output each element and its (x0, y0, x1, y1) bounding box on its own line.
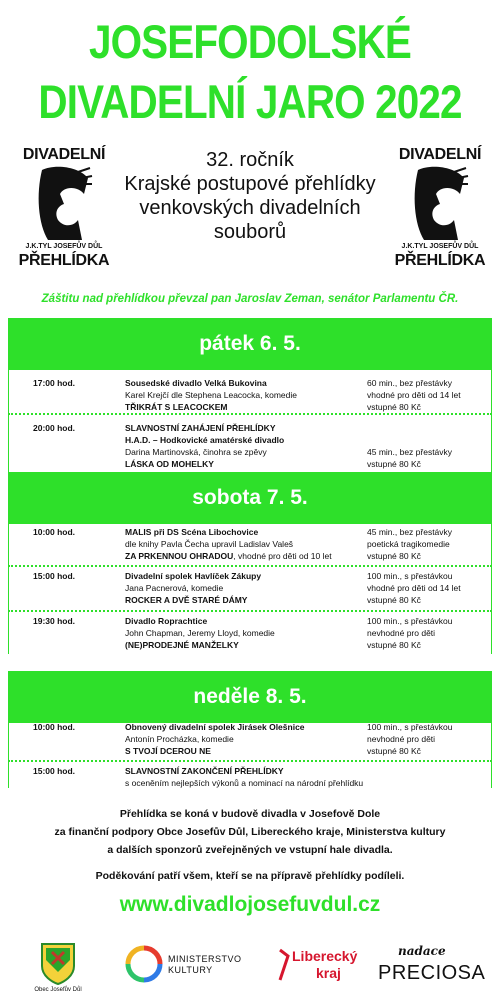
event-time: 15:00 hod. (33, 766, 76, 776)
liberec-flag-icon (276, 948, 290, 982)
event-detail: vhodné pro děti od 14 let (367, 390, 461, 400)
event-time: 10:00 hod. (33, 527, 76, 537)
theatre-mask-icon (34, 164, 94, 242)
logo-small-text: J.K.TYL JOSEFŮV DŮL (25, 243, 103, 250)
nadace-label: nadace (398, 944, 446, 958)
event-detail: nevhodné pro děti (367, 628, 436, 638)
event-detail: nevhodné pro děti (367, 734, 436, 744)
thanks-note: Poděkování patří všem, kteří se na přípravě přehlídky podíleli. (95, 870, 405, 882)
website-link[interactable]: www.divadlojosefuvdul.cz (119, 893, 381, 916)
event-time: 10:00 hod. (33, 722, 76, 732)
event-detail: 100 min., s přestávkou (367, 571, 453, 581)
event-play-title: TŘIKRÁT S LEACOCKEM (125, 402, 228, 412)
event-note: s oceněním nejlepších výkonů a nominací na národní přehlídku (125, 778, 364, 788)
festival-title-line2: DIVADELNÍ JARO 2022 (38, 75, 462, 128)
event-time: 15:00 hod. (33, 571, 76, 581)
event-company: Obnovený divadelní spolek Jirásek Olešnice (125, 722, 305, 732)
ministry-label-2: KULTURY (168, 965, 213, 975)
subtitle (120, 148, 380, 244)
logo-top-text: DIVADELNÍ (22, 146, 106, 163)
divider (8, 413, 492, 415)
event-detail: vhodné pro děti od 14 let (367, 583, 461, 593)
day-section-sunday (8, 723, 492, 788)
event-author: John Chapman, Jeremy Lloyd, komedie (125, 628, 275, 638)
divider (8, 565, 492, 567)
divider (8, 610, 492, 612)
event-info (125, 422, 365, 470)
event-time: 17:00 hod. (33, 378, 76, 388)
event-play-title: (NE)PRODEJNÉ MANŽELKY (125, 640, 239, 650)
subtitle-line: venkovských divadelních (139, 197, 361, 219)
logo-small-text: J.K.TYL JOSEFŮV DŮL (401, 243, 479, 250)
day-header-friday: pátek 6. 5. (8, 318, 492, 370)
event-detail: poetická tragikomedie (367, 539, 450, 549)
divadelni-prehlidka-logo-right (392, 146, 488, 274)
event-details (367, 615, 491, 651)
day-header-saturday: sobota 7. 5. (8, 472, 492, 524)
patron-note: Záštitu nad přehlídkou převzal pan Jaroslav Zeman, senátor Parlamentu ČR. (41, 293, 459, 305)
event-details (367, 446, 491, 470)
event-play-title: LÁSKA OD MOHELKY (125, 459, 214, 469)
event-company: MALIS při DS Scéna Libochovice (125, 527, 259, 537)
event-detail: 45 min., bez přestávky (367, 527, 453, 537)
event-detail: 45 min., bez přestávky (367, 447, 453, 457)
event-company: Divadlo Roprachtice (125, 616, 208, 626)
event-details (367, 721, 491, 757)
event-info (125, 377, 365, 413)
day-section-saturday (8, 524, 492, 654)
divadelni-prehlidka-logo-left (16, 146, 112, 274)
event-details (367, 526, 491, 562)
event-age-note: vhodné pro děti od 10 let (238, 551, 332, 561)
nadace-preciosa-logo (378, 944, 486, 994)
obec-label: Obec Josefův Důl (34, 987, 82, 993)
event-detail: 100 min., s přestávkou (367, 616, 453, 626)
event-detail: vstupné 80 Kč (367, 595, 421, 605)
day-header-sunday: neděle 8. 5. (8, 671, 492, 723)
ministry-circle-icon (124, 944, 164, 984)
footer-line: Přehlídka se koná v budově divadla v Josefově Dole (119, 808, 381, 820)
event-author: dle knihy Pavla Čecha upravil Ladislav Valeš (125, 539, 294, 549)
venue-info (0, 805, 500, 859)
day-section-friday (8, 370, 492, 472)
event-detail: vstupné 80 Kč (367, 402, 421, 412)
kraj-label: kraj (316, 965, 341, 981)
event-company: Divadelní spolek Havlíček Zákupy (125, 571, 262, 581)
event-author: Darina Martinovská, činohra se zpěvy (125, 447, 267, 457)
logo-bottom-text: PŘEHLÍDKA (394, 252, 486, 269)
event-ceremony: SLAVNOSTNÍ ZAHÁJENÍ PŘEHLÍDKY (125, 423, 276, 433)
ministry-label-1: MINISTERSTVO (168, 954, 242, 964)
logo-bottom-text: PŘEHLÍDKA (18, 252, 110, 269)
event-company: H.A.D. – Hodkovické amatérské divadlo (125, 435, 285, 445)
event-time: 20:00 hod. (33, 423, 76, 433)
event-detail: vstupné 80 Kč (367, 746, 421, 756)
logo-top-text: DIVADELNÍ (398, 146, 482, 163)
event-info (125, 721, 365, 757)
event-detail: vstupné 80 Kč (367, 640, 421, 650)
footer-line: za finanční podpory Obce Josefův Důl, Libereckého kraje, Ministerstva kultury (54, 826, 446, 838)
event-detail: vstupné 80 Kč (367, 459, 421, 469)
event-time: 19:30 hod. (33, 616, 76, 626)
event-info (125, 615, 365, 651)
subtitle-line: 32. ročník (206, 149, 294, 171)
event-detail: 100 min., s přestávkou (367, 722, 453, 732)
subtitle-line: Krajské postupové přehlídky (124, 173, 376, 195)
event-info (125, 765, 465, 789)
ministerstvo-kultury-logo (124, 944, 242, 992)
event-play-title: S TVOJÍ DCEROU NE (125, 746, 211, 756)
liberecky-label: Liberecký (292, 948, 358, 964)
event-author: Antonín Procházka, komedie (125, 734, 234, 744)
event-info (125, 570, 365, 606)
coat-of-arms-icon (28, 940, 88, 986)
event-details (367, 570, 491, 606)
event-play-title: ZA PRKENNOU OHRADOU (125, 551, 234, 561)
event-company: Sousedské divadlo Velká Bukovina (125, 378, 267, 388)
event-author: Karel Krejčí dle Stephena Leacocka, komedie (125, 390, 297, 400)
liberecky-kraj-logo (276, 942, 360, 992)
footer-line: a dalších sponzorů zveřejněných ve vstupní hale divadla. (107, 844, 393, 856)
event-play-title: ROCKER A DVĚ STARÉ DÁMY (125, 595, 248, 605)
event-info: MALIS při DS Scéna Libochovice dle knihy Pavla Čecha upravil Ladislav Valeš ZA PRKENNOU OHRADOU, vhodné pro děti od 10 let (125, 526, 365, 562)
subtitle-line: souborů (213, 221, 287, 243)
obec-josefuv-dul-logo (28, 940, 88, 996)
event-author: Jana Pacnerová, komedie (125, 583, 224, 593)
event-ceremony: SLAVNOSTNÍ ZAKONČENÍ PŘEHLÍDKY (125, 766, 284, 776)
theatre-mask-icon (410, 164, 470, 242)
event-detail: vstupné 80 Kč (367, 551, 421, 561)
event-details (367, 377, 491, 413)
preciosa-label: PRECIOSA (378, 962, 486, 984)
event-detail: 60 min., bez přestávky (367, 378, 453, 388)
divider (8, 760, 492, 762)
festival-title-line1: JOSEFODOLSKÉ (88, 15, 412, 68)
